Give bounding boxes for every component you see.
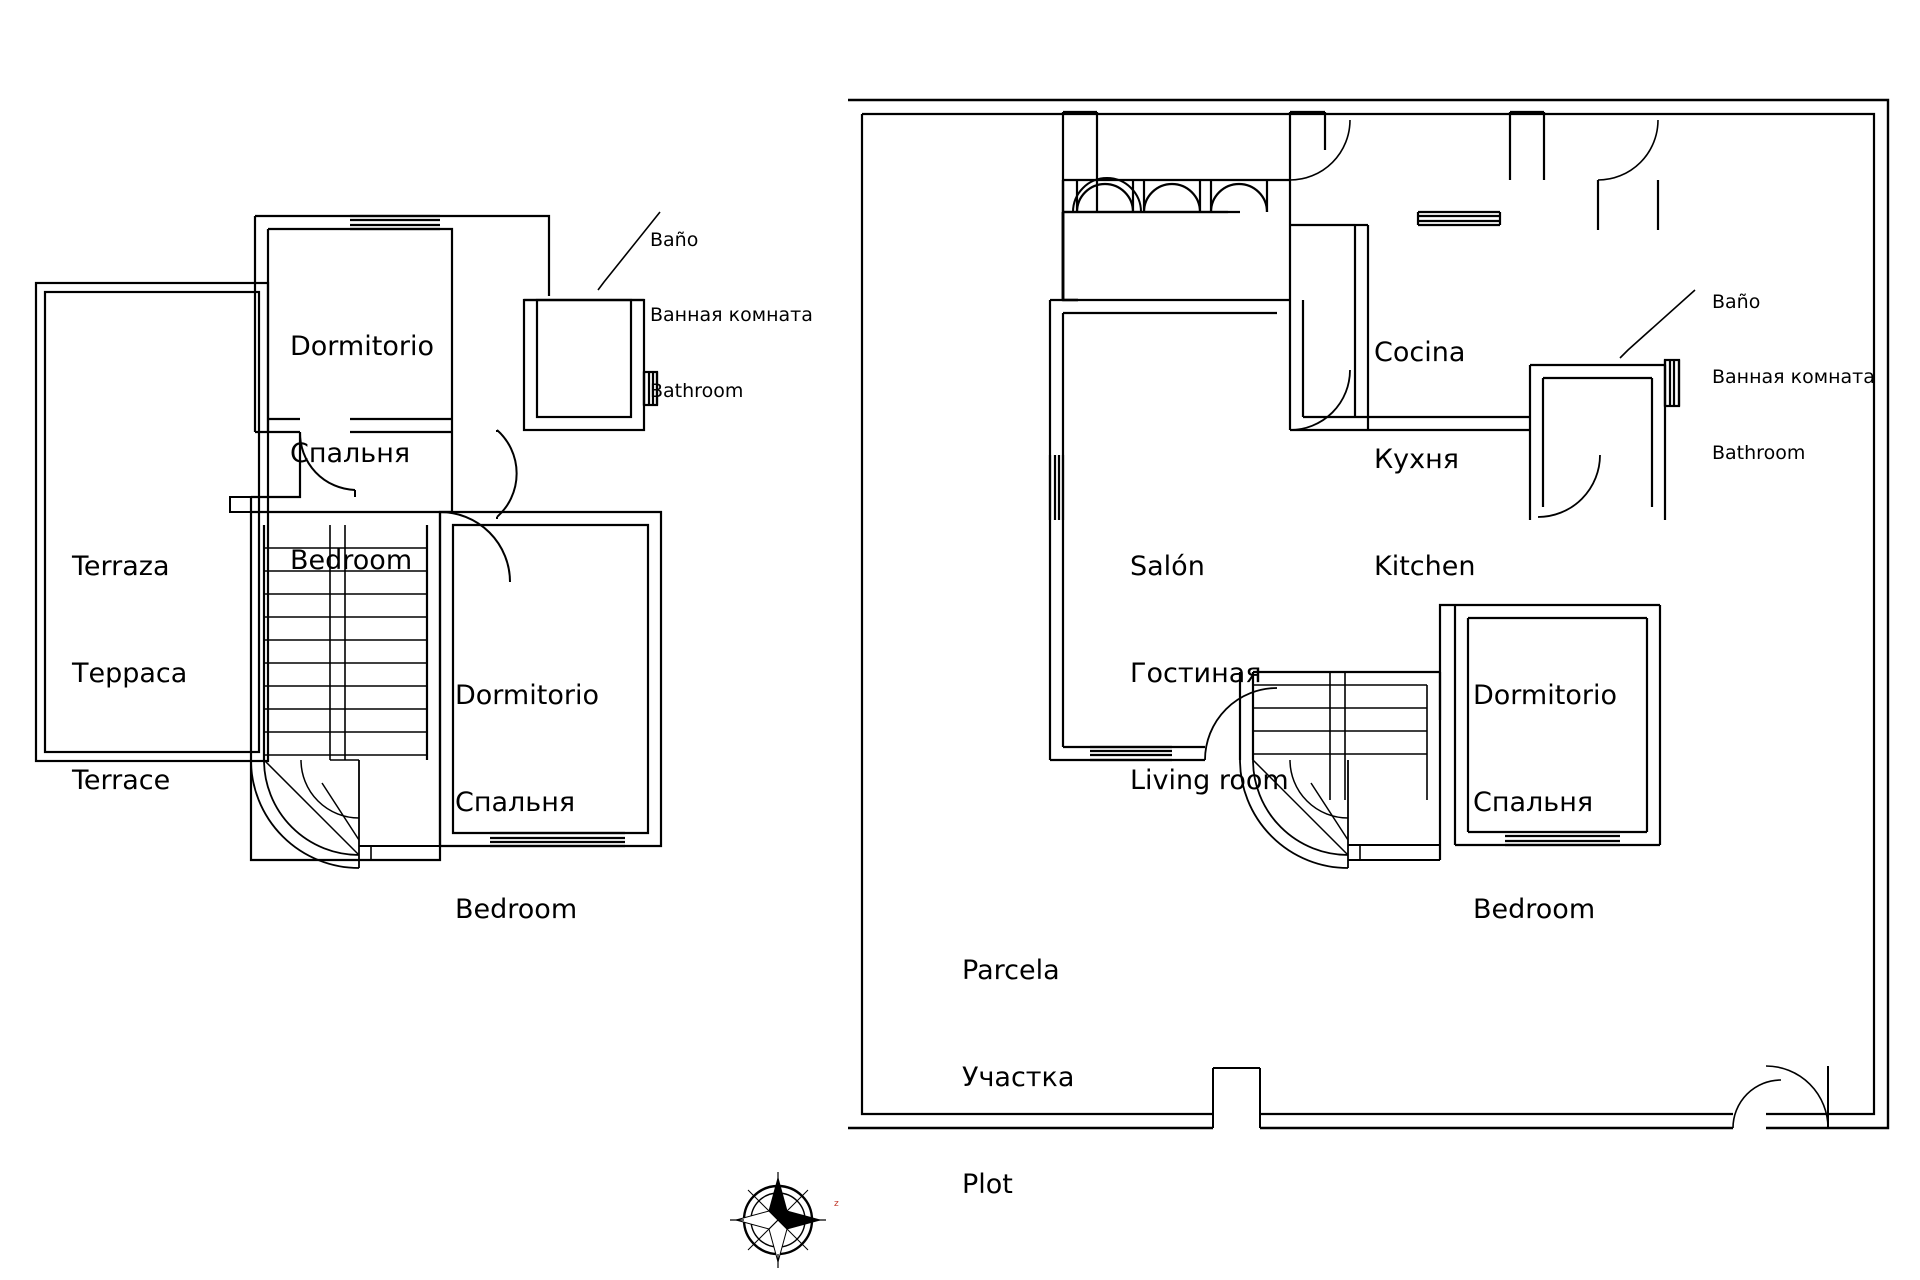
label-terrace-es: Terraza <box>72 551 170 583</box>
label-plot-ru: Участка <box>962 1062 1075 1094</box>
label-kitchen-en: Kitchen <box>1374 551 1476 582</box>
callout-bathroom-ground-en: Bathroom <box>1712 441 1806 464</box>
label-bedroom-upper-top-en: Bedroom <box>290 545 413 576</box>
label-bedroom-upper-right-ru: Спальня <box>455 787 576 819</box>
label-plot-en: Plot <box>962 1169 1013 1200</box>
label-plot <box>962 882 1074 1274</box>
callout-bathroom-ground <box>1712 240 1875 516</box>
north-marker-letter: z <box>834 1199 839 1209</box>
label-terrace-ru: Терраса <box>72 658 188 690</box>
label-bedroom-upper-right <box>455 607 599 999</box>
label-bedroom-upper-top-es: Dormitorio <box>290 331 434 363</box>
label-living-room-ru: Гостиная <box>1130 658 1262 690</box>
label-living-room-en: Living room <box>1130 765 1289 796</box>
callout-bathroom-upper-en: Bathroom <box>650 379 744 402</box>
label-terrace-en: Terrace <box>72 765 171 796</box>
label-kitchen-ru: Кухня <box>1374 444 1460 476</box>
callout-bathroom-upper <box>650 178 813 454</box>
label-bedroom-ground-ru: Спальня <box>1473 787 1594 819</box>
label-living-room-es: Salón <box>1130 551 1205 583</box>
callout-bathroom-ground-ru: Ванная комната <box>1712 366 1875 389</box>
label-bedroom-upper-top <box>290 258 434 650</box>
label-bedroom-upper-right-en: Bedroom <box>455 894 578 925</box>
label-bedroom-upper-top-ru: Спальня <box>290 438 411 470</box>
label-terrace <box>72 478 187 870</box>
label-kitchen-es: Cocina <box>1374 337 1466 369</box>
callout-bathroom-ground-es: Baño <box>1712 291 1761 314</box>
label-living-room <box>1130 478 1289 870</box>
label-bedroom-ground <box>1473 607 1617 999</box>
label-plot-es: Parcela <box>962 955 1060 987</box>
label-kitchen <box>1374 264 1475 656</box>
north-arrow-graphic <box>730 1172 839 1268</box>
label-bedroom-upper-right-es: Dormitorio <box>455 680 599 712</box>
callout-bathroom-upper-ru: Ванная комната <box>650 304 813 327</box>
label-bedroom-ground-en: Bedroom <box>1473 894 1596 925</box>
callout-bathroom-upper-es: Baño <box>650 229 699 252</box>
label-bedroom-ground-es: Dormitorio <box>1473 680 1617 712</box>
